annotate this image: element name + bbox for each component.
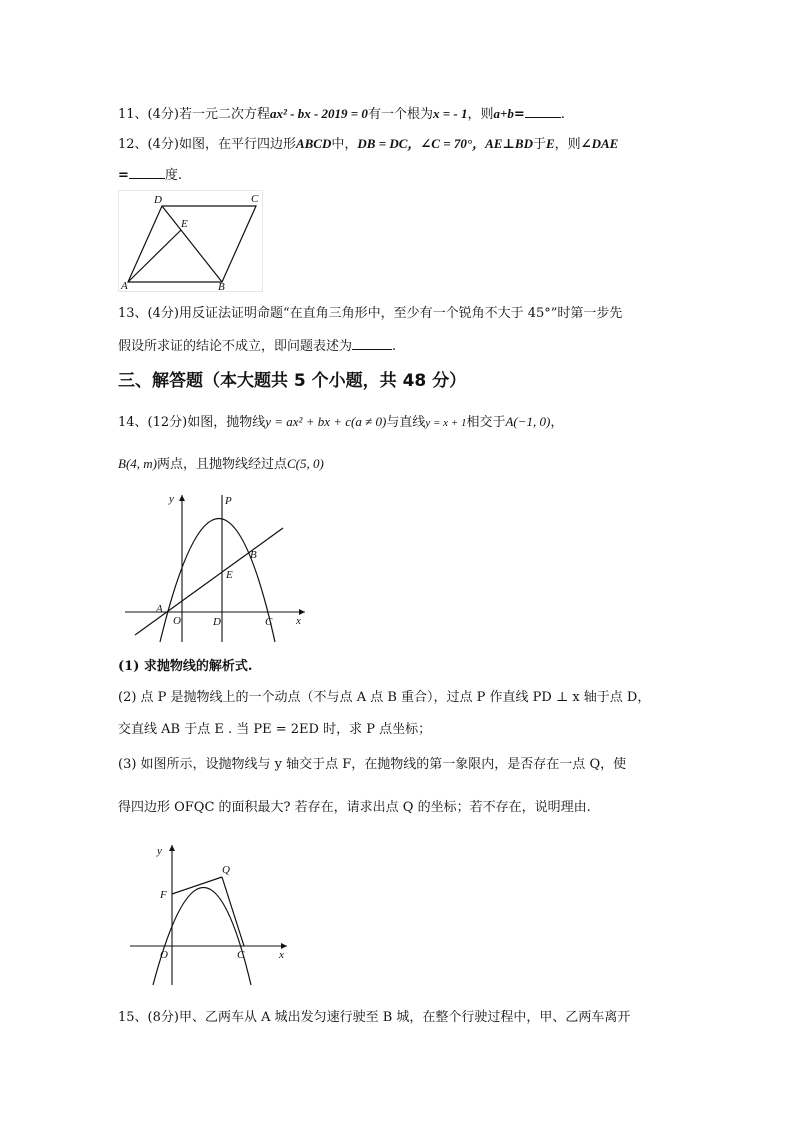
fig2-label-f: F (160, 889, 167, 901)
q14-part-1: (1) 求抛物线的解析式. (118, 659, 253, 674)
question-11 (118, 103, 565, 124)
q13-text-2: 假设所求证的结论不成立，即问题表述为 (118, 339, 353, 354)
q12-angle: ∠DAE (580, 136, 619, 151)
q12-degree-text: 度. (164, 168, 183, 183)
question-15-line1: 15、(8分)甲、乙两车从 A 城出发匀速行驶至 B 城，在整个行驶过程中，甲、乙两车离开 (118, 1010, 631, 1025)
q11-middle: 有一个根为 (367, 107, 433, 122)
q14-parabola: y = ax² + bx + c(a ≠ 0) (265, 414, 387, 429)
label-c: C (251, 193, 259, 205)
parabola-curve-2 (153, 888, 251, 986)
q11-end: . (560, 107, 565, 122)
parabola-figure-2 (127, 840, 295, 988)
q13-answer-blank[interactable] (352, 335, 392, 350)
line-ab (135, 528, 283, 635)
parabola-figure-1 (120, 490, 310, 645)
fig1-label-a: A (156, 603, 163, 615)
question-14-line1 (118, 413, 563, 432)
y-axis-arrow (179, 495, 185, 501)
section-title: 三、解答题（本大题共 5 个小题，共 48 分） (118, 371, 467, 391)
label-a: A (121, 280, 128, 292)
q12-condition: DB = DC，∠C = 70°，AE⊥BD (357, 136, 533, 151)
q12-mid2: 于 (532, 137, 546, 152)
segment-ae (128, 230, 181, 282)
q14-part-2-line1: (2) 点 P 是抛物线上的一个动点（不与点 A 点 B 重合），过点 P 作直线 PD ⊥ x 轴于点 D， (118, 690, 651, 705)
q14-point-c: C(5, 0) (287, 456, 324, 471)
q12-eq: = (118, 168, 129, 183)
q14-comma: ， (550, 415, 564, 430)
question-14-line2 (118, 455, 324, 474)
q14-part-3-line1: (3) 如图所示，设抛物线与 y 轴交于点 F，在抛物线的第一象限内，是否存在一点 Q，使 (118, 757, 627, 772)
fig1-label-e: E (226, 569, 233, 581)
q14-line-eq: y = x + 1 (425, 417, 467, 429)
q14-part-3-line2: 得四边形 OFQC 的面积最大? 若存在，请求出点 Q 的坐标；若不存在，说明理由. (118, 800, 591, 815)
q11-suffix: ，则 (467, 107, 494, 122)
q12-mid1: 中， (331, 137, 358, 152)
parallelogram-figure (118, 190, 263, 292)
y-axis-2-arrow (169, 845, 175, 851)
label-e: E (181, 218, 188, 230)
q14-part-2-line2: 交直线 AB 于点 E . 当 PE = 2ED 时，求 P 点坐标； (118, 722, 432, 737)
fig1-label-o: O (173, 615, 181, 627)
fig2-label-o: O (160, 949, 168, 961)
q14-intersect: 相交于 (466, 415, 506, 430)
q11-equation: ax² - bx - 2019 = 0 (269, 106, 368, 121)
fig1-label-b: B (250, 549, 257, 561)
q11-prefix: 11、(4分)若一元二次方程 (118, 107, 270, 122)
q12-abcd: ABCD (295, 136, 332, 151)
q11-ask: a+b (493, 106, 514, 121)
q11-eq: = (513, 107, 525, 122)
fig1-label-d: D (213, 616, 221, 628)
fig1-label-x: x (296, 615, 301, 627)
question-13-line1 (118, 305, 622, 323)
fig2-label-q: Q (222, 864, 230, 876)
q14-point-a: A(−1, 0) (505, 414, 551, 429)
q14-with-line: 与直线 (386, 415, 426, 430)
q12-mid3: ，则 (554, 137, 581, 152)
question-12-line1 (118, 135, 618, 154)
fig2-label-y: y (157, 845, 162, 857)
q11-answer-blank[interactable] (525, 103, 561, 118)
q14-point-b: B(4, m) (118, 456, 157, 471)
q12-e: E (545, 136, 555, 151)
diagonal-db (162, 206, 222, 282)
label-d: D (154, 194, 162, 206)
q12-text: 12、(4分)如图，在平行四边形 (118, 137, 296, 152)
fig2-label-x: x (279, 949, 284, 961)
label-b: B (218, 281, 225, 292)
q14-line2-mid: 两点，且抛物线经过点 (157, 457, 288, 472)
fig1-label-p: P (225, 495, 232, 507)
q14-prefix: 14、(12分)如图，抛物线 (118, 415, 266, 430)
segment-fq (172, 877, 222, 894)
q13-text: 13、(4分)用反证法证明命题“在直角三角形中，至少有一个锐角不大于 45°”时第一步先 (118, 306, 623, 321)
question-13-line2 (118, 335, 396, 356)
fig1-label-y: y (169, 493, 174, 505)
question-12-line2 (118, 164, 182, 185)
fig2-label-c: C (237, 949, 245, 961)
q12-answer-blank[interactable] (129, 164, 165, 179)
q11-root: x = - 1 (432, 106, 468, 121)
fig1-label-c: C (265, 616, 273, 628)
q13-end: . (392, 339, 397, 354)
segment-qc (222, 877, 244, 946)
